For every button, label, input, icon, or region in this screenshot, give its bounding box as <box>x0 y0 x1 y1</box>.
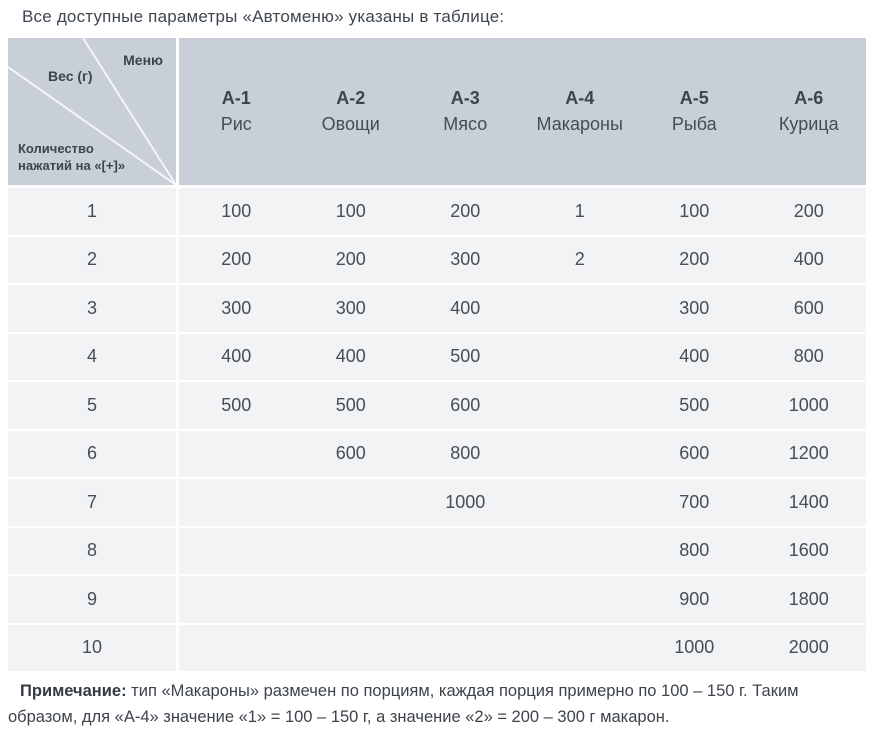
table-cell: 500 <box>637 382 752 429</box>
column-header-А-5 <box>637 38 752 185</box>
table-cell <box>294 479 409 526</box>
column-header-А-4 <box>523 38 638 185</box>
table-cell: 1600 <box>752 528 867 575</box>
table-cell <box>523 576 638 623</box>
automenu-parameters-table <box>8 38 866 673</box>
table-row <box>8 237 866 284</box>
table-cell: 2000 <box>752 625 867 672</box>
table-cell: 200 <box>752 188 867 235</box>
table-cell: 900 <box>637 576 752 623</box>
row-press-count: 9 <box>8 576 176 623</box>
footnote-text: тип «Макароны» размечен по порциям, каждая порция примерно по 100 – 150 г. Таким образом, для «А-4» значение «1» = 100 – 150 г, а значение «2» = 200 – 300 г макарон. <box>8 682 799 726</box>
table-cell: 300 <box>294 285 409 332</box>
corner-cell <box>8 38 176 185</box>
table-cell <box>408 625 523 672</box>
column-name: Овощи <box>321 114 380 134</box>
column-code: А-4 <box>565 88 595 108</box>
table-header <box>8 38 866 185</box>
table-row <box>8 285 866 332</box>
table-cell <box>179 479 294 526</box>
table-cell: 400 <box>179 334 294 381</box>
table-cell: 600 <box>637 431 752 478</box>
table-cell: 500 <box>294 382 409 429</box>
table-cell: 600 <box>294 431 409 478</box>
row-press-count: 6 <box>8 431 176 478</box>
column-name: Рис <box>220 114 252 134</box>
row-press-count: 1 <box>8 188 176 235</box>
table-row <box>8 576 866 623</box>
corner-menu-label: Меню <box>123 52 163 68</box>
table-cell: 1800 <box>752 576 867 623</box>
column-name: Макароны <box>536 114 623 134</box>
table-cell <box>523 431 638 478</box>
table-cell: 2 <box>523 237 638 284</box>
row-press-count: 8 <box>8 528 176 575</box>
table-row <box>8 479 866 526</box>
table-cell: 800 <box>637 528 752 575</box>
column-code: А-5 <box>679 88 709 108</box>
table-cell: 100 <box>179 188 294 235</box>
column-headers <box>179 38 866 185</box>
table-cell: 200 <box>408 188 523 235</box>
table-cell <box>523 382 638 429</box>
table-cell: 600 <box>752 285 867 332</box>
table-cell: 400 <box>637 334 752 381</box>
corner-weight-label: Вес (г) <box>48 68 93 84</box>
table-cell: 400 <box>294 334 409 381</box>
column-header-А-3 <box>408 38 523 185</box>
table-cell: 1200 <box>752 431 867 478</box>
column-name: Мясо <box>443 114 488 134</box>
table-cell <box>523 334 638 381</box>
row-press-count: 3 <box>8 285 176 332</box>
table-cell <box>294 625 409 672</box>
column-code: А-6 <box>794 88 824 108</box>
table-row <box>8 188 866 235</box>
table-body <box>8 188 866 671</box>
column-code: А-1 <box>221 88 251 108</box>
table-cell <box>523 528 638 575</box>
row-press-count: 4 <box>8 334 176 381</box>
table-cell <box>179 625 294 672</box>
table-cell: 1 <box>523 188 638 235</box>
table-cell <box>408 528 523 575</box>
table-cell: 1400 <box>752 479 867 526</box>
table-row <box>8 625 866 672</box>
table-cell: 200 <box>179 237 294 284</box>
table-row <box>8 382 866 429</box>
table-cell: 1000 <box>752 382 867 429</box>
corner-presses-label <box>18 140 125 174</box>
corner-presses-label-line2: нажатий на «[+]» <box>18 157 126 173</box>
table-cell: 700 <box>637 479 752 526</box>
table-cell: 300 <box>637 285 752 332</box>
table-cell: 500 <box>408 334 523 381</box>
table-cell <box>179 528 294 575</box>
row-press-count: 2 <box>8 237 176 284</box>
row-press-count: 10 <box>8 625 176 672</box>
footnote-label: Примечание: <box>20 682 127 700</box>
table-cell: 300 <box>408 237 523 284</box>
table-cell <box>294 528 409 575</box>
page-title: Все доступные параметры «Автоменю» указаны в таблице: <box>22 7 505 26</box>
table-cell <box>523 479 638 526</box>
column-name: Курица <box>778 114 839 134</box>
column-header-А-1 <box>179 38 294 185</box>
table-cell <box>294 576 409 623</box>
table-cell: 1000 <box>408 479 523 526</box>
table-cell <box>523 625 638 672</box>
column-code: А-3 <box>450 88 480 108</box>
table-cell: 800 <box>752 334 867 381</box>
table-cell: 200 <box>637 237 752 284</box>
table-cell <box>523 285 638 332</box>
corner-presses-label-line1: Количество <box>18 140 94 156</box>
column-header-А-6 <box>752 38 867 185</box>
table-row <box>8 334 866 381</box>
table-cell: 400 <box>752 237 867 284</box>
column-code: А-2 <box>336 88 366 108</box>
table-cell <box>179 576 294 623</box>
table-row <box>8 528 866 575</box>
column-name: Рыба <box>671 114 717 134</box>
table-cell: 300 <box>179 285 294 332</box>
table-cell <box>408 576 523 623</box>
row-press-count: 5 <box>8 382 176 429</box>
table-cell: 100 <box>637 188 752 235</box>
table-cell: 100 <box>294 188 409 235</box>
table-cell: 1000 <box>637 625 752 672</box>
table-cell: 500 <box>179 382 294 429</box>
table-cell: 400 <box>408 285 523 332</box>
row-press-count: 7 <box>8 479 176 526</box>
table-cell: 200 <box>294 237 409 284</box>
table-cell: 600 <box>408 382 523 429</box>
column-header-А-2 <box>294 38 409 185</box>
footnote <box>8 678 866 730</box>
table-cell: 800 <box>408 431 523 478</box>
table-row <box>8 431 866 478</box>
table-cell <box>179 431 294 478</box>
